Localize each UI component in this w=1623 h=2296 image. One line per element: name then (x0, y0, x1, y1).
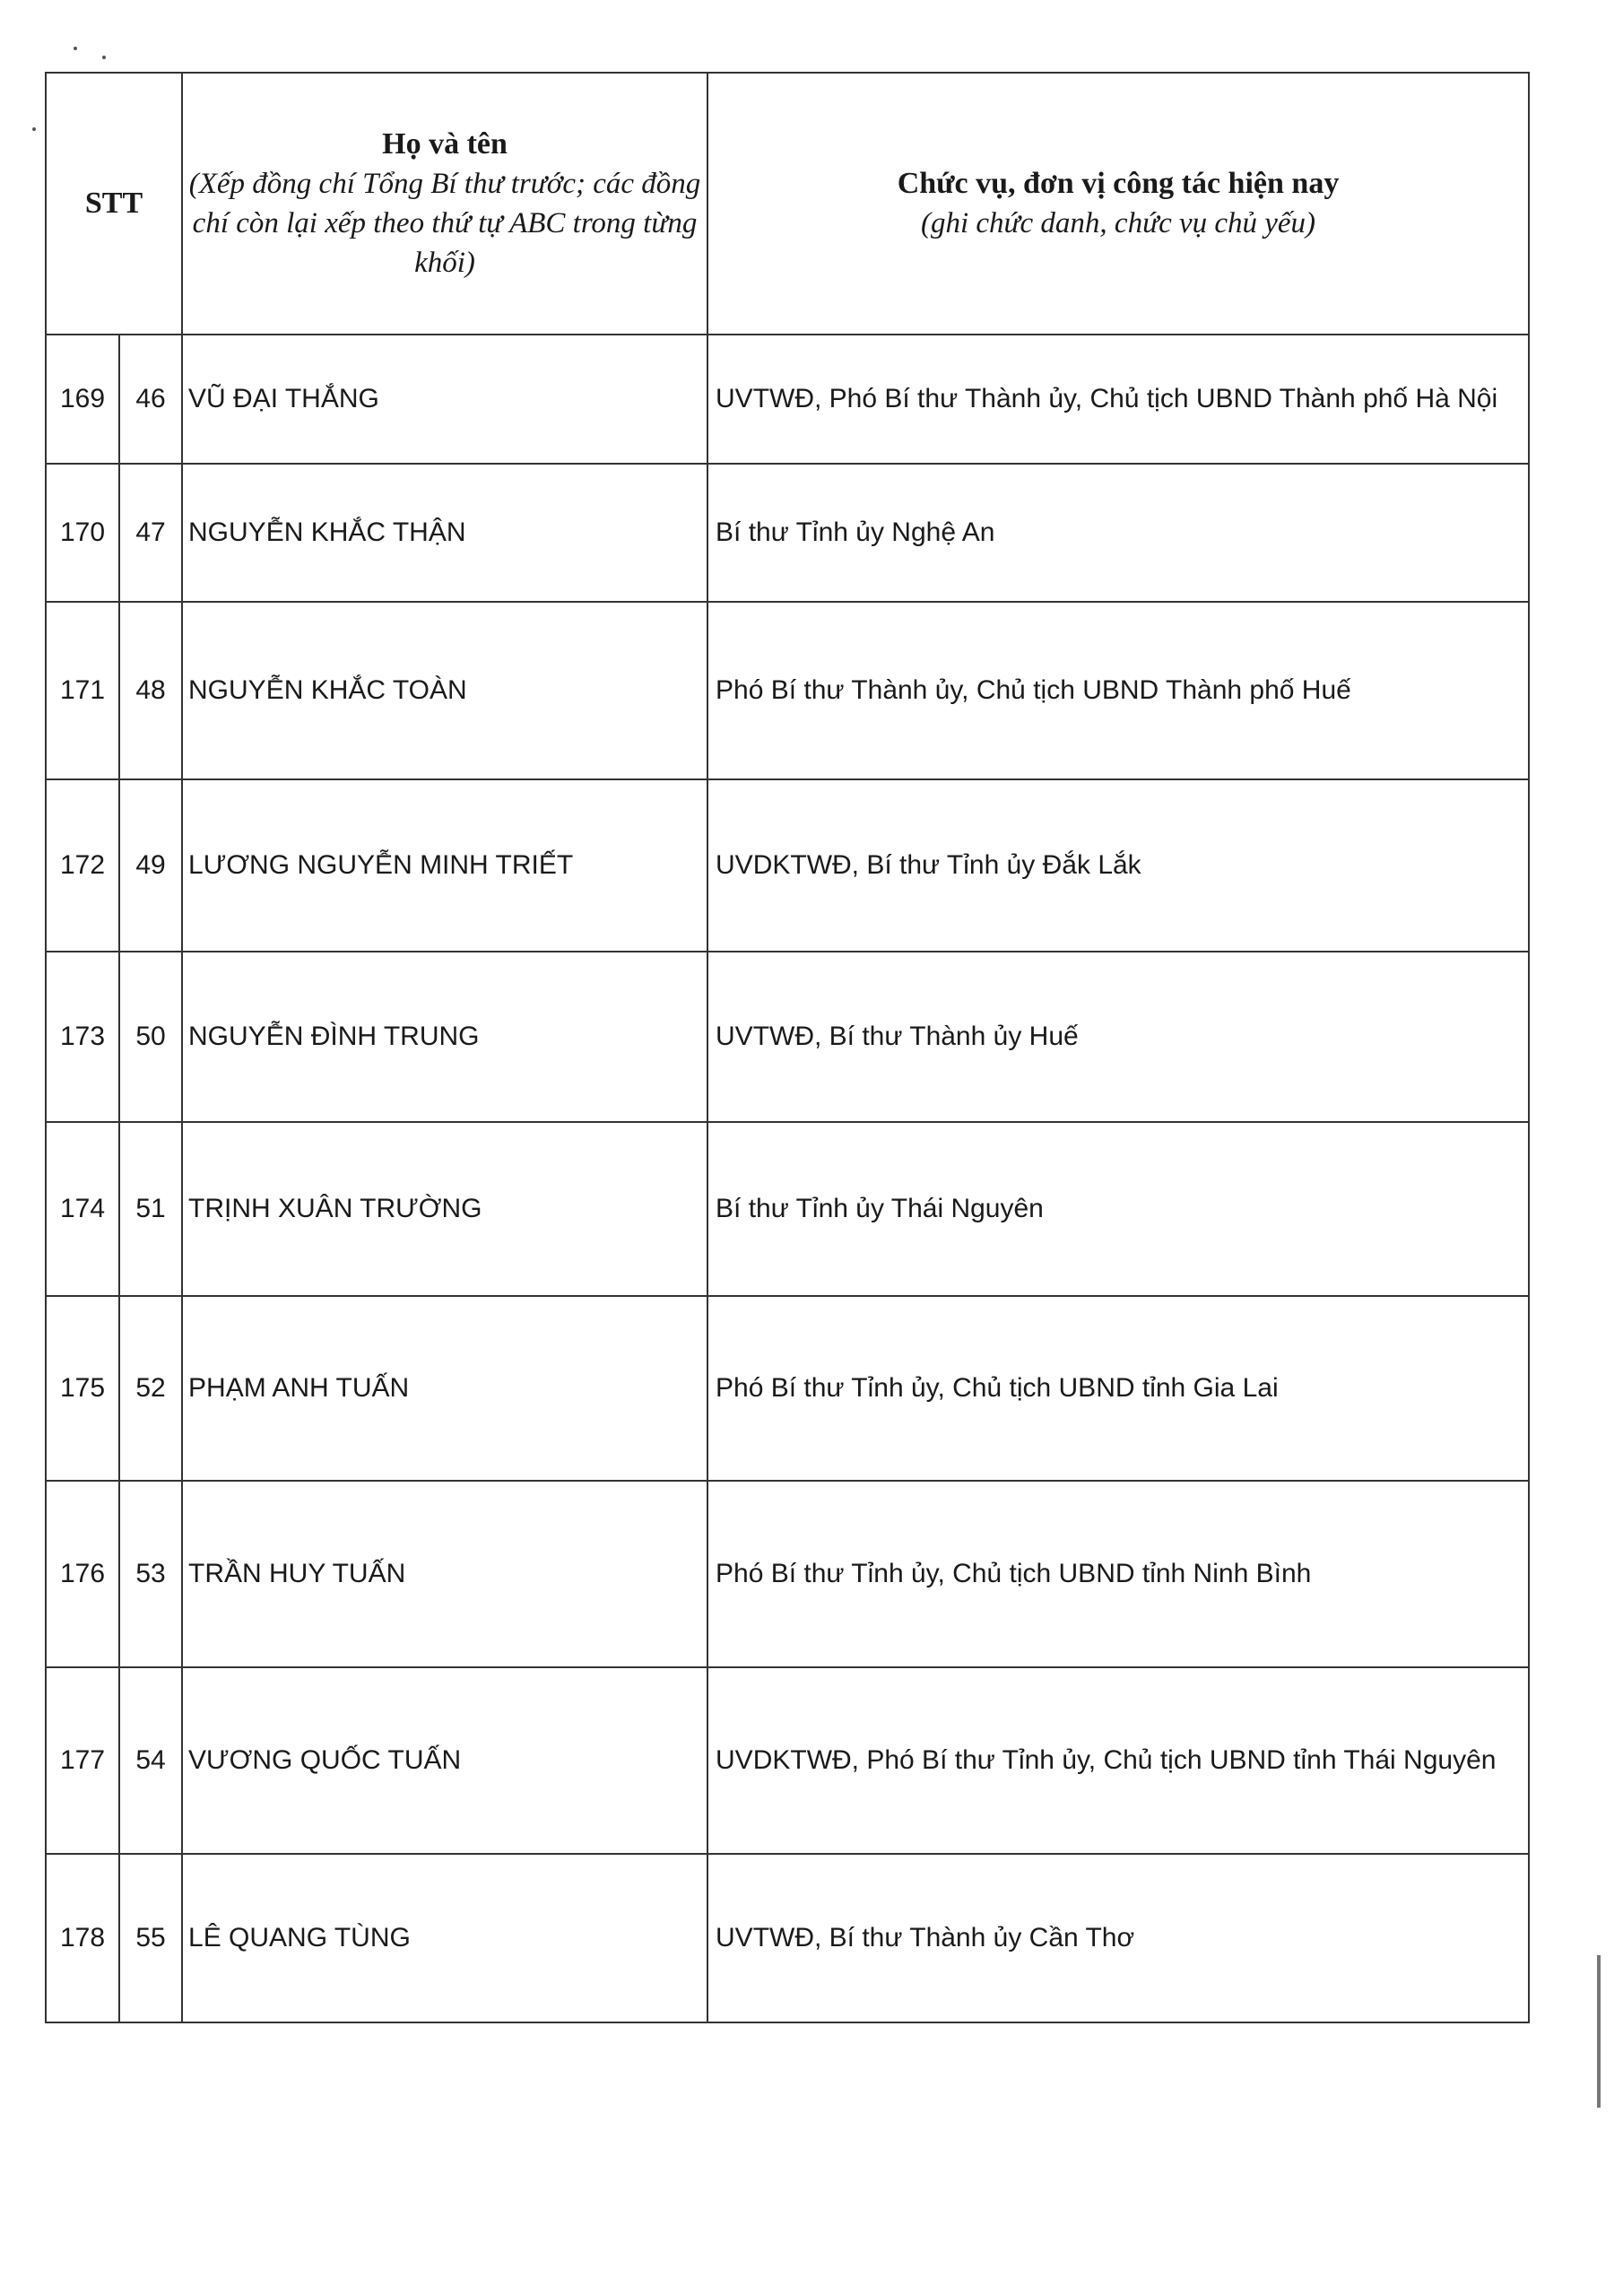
position-header (707, 73, 1529, 335)
row-position: Phó Bí thư Tỉnh ủy, Chủ tịch UBND tỉnh Ninh Bình (707, 1481, 1529, 1667)
row-position: Phó Bí thư Tỉnh ủy, Chủ tịch UBND tỉnh Gia Lai (707, 1296, 1529, 1481)
table-row (46, 1296, 1529, 1481)
table-header-row (46, 73, 1529, 335)
position-header-title: Chức vụ, đơn vị công tác hiện nay (897, 167, 1340, 200)
row-stt: 170 (46, 464, 119, 602)
row-name: VƯƠNG QUỐC TUẤN (182, 1667, 707, 1854)
row-name: NGUYỄN ĐÌNH TRUNG (182, 952, 707, 1122)
scan-speck (102, 56, 106, 59)
name-header (182, 73, 707, 335)
row-stt: 174 (46, 1122, 119, 1296)
row-sub-number: 54 (119, 1667, 182, 1854)
row-sub-number: 49 (119, 779, 182, 952)
scan-speck (32, 127, 36, 131)
row-position: UVTWĐ, Phó Bí thư Thành ủy, Chủ tịch UBND Thành phố Hà Nội (707, 335, 1529, 464)
scan-edge-mark (1597, 1955, 1601, 2108)
table-row (46, 335, 1529, 464)
row-sub-number: 46 (119, 335, 182, 464)
table-row (46, 1667, 1529, 1854)
row-sub-number: 51 (119, 1122, 182, 1296)
row-name: VŨ ĐẠI THẮNG (182, 335, 707, 464)
row-sub-number: 48 (119, 602, 182, 779)
row-name: TRẦN HUY TUẤN (182, 1481, 707, 1667)
table-row (46, 779, 1529, 952)
row-sub-number: 55 (119, 1854, 182, 2022)
scan-speck (74, 47, 77, 50)
row-position: Phó Bí thư Thành ủy, Chủ tịch UBND Thành phố Huế (707, 602, 1529, 779)
row-sub-number: 53 (119, 1481, 182, 1667)
position-header-note: (ghi chức danh, chức vụ chủ yếu) (920, 207, 1316, 239)
row-position: UVTWĐ, Bí thư Thành ủy Cần Thơ (707, 1854, 1529, 2022)
row-sub-number: 52 (119, 1296, 182, 1481)
table-row (46, 464, 1529, 602)
row-name: NGUYỄN KHẮC THẬN (182, 464, 707, 602)
row-stt: 172 (46, 779, 119, 952)
row-position: UVTWĐ, Bí thư Thành ủy Huế (707, 952, 1529, 1122)
row-name: PHẠM ANH TUẤN (182, 1296, 707, 1481)
row-name: LƯƠNG NGUYỄN MINH TRIẾT (182, 779, 707, 952)
table-row (46, 952, 1529, 1122)
row-stt: 178 (46, 1854, 119, 2022)
candidate-table (45, 72, 1530, 2023)
row-stt: 176 (46, 1481, 119, 1667)
row-sub-number: 50 (119, 952, 182, 1122)
row-sub-number: 47 (119, 464, 182, 602)
row-stt: 173 (46, 952, 119, 1122)
table-row (46, 1122, 1529, 1296)
table-row (46, 1854, 1529, 2022)
table-row (46, 602, 1529, 779)
row-position: Bí thư Tỉnh ủy Thái Nguyên (707, 1122, 1529, 1296)
row-name: NGUYỄN KHẮC TOÀN (182, 602, 707, 779)
row-stt: 171 (46, 602, 119, 779)
row-position: UVDKTWĐ, Bí thư Tỉnh ủy Đắk Lắk (707, 779, 1529, 952)
name-header-title: Họ và tên (382, 127, 508, 161)
row-position: UVDKTWĐ, Phó Bí thư Tỉnh ủy, Chủ tịch UBND tỉnh Thái Nguyên (707, 1667, 1529, 1854)
row-stt: 175 (46, 1296, 119, 1481)
row-stt: 169 (46, 335, 119, 464)
row-position: Bí thư Tỉnh ủy Nghệ An (707, 464, 1529, 602)
table-row (46, 1481, 1529, 1667)
row-stt: 177 (46, 1667, 119, 1854)
row-name: TRỊNH XUÂN TRƯỜNG (182, 1122, 707, 1296)
row-name: LÊ QUANG TÙNG (182, 1854, 707, 2022)
name-header-note: (Xếp đồng chí Tổng Bí thư trước; các đồng chí còn lại xếp theo thứ tự ABC trong từng khối) (188, 168, 701, 279)
stt-header: STT (46, 73, 182, 335)
